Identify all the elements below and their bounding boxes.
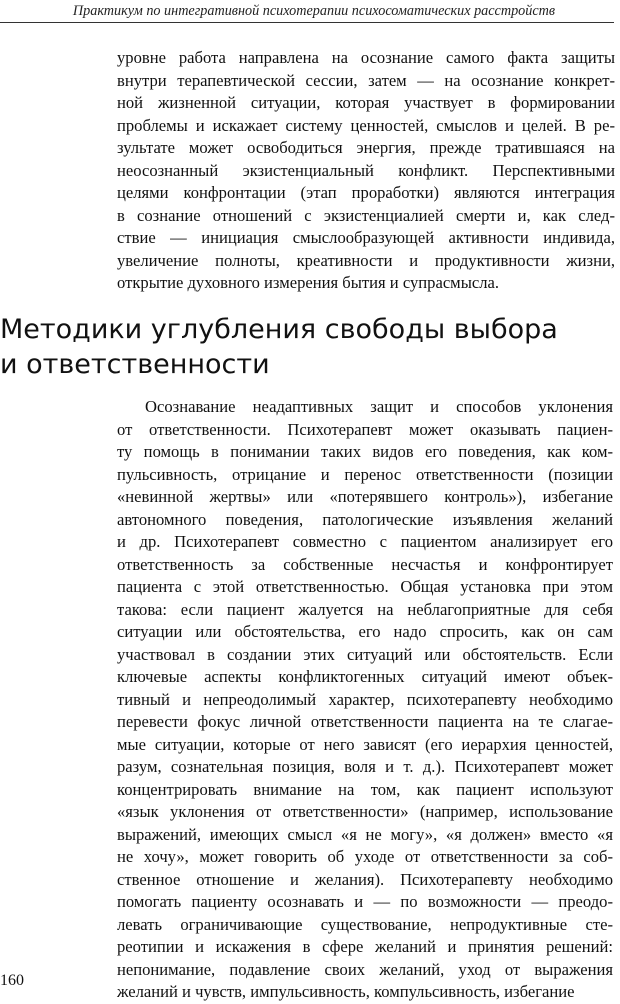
heading-line: и ответственности [0,349,270,380]
text-line: не хочу», может говорить об уходе от ответственности за соб- [117,847,613,866]
section-heading [0,312,600,382]
text-line: тивный и непреодолимый характер, психотерапевту необходимо [117,689,613,709]
text-line: пациента с этой ответственностью. Общая установка при этом [117,577,613,596]
text-line: такова: если пациент жалуется на неблагоприятные для себя [117,599,613,619]
text-line: автономного поведения, патологические изъявления желаний [117,509,613,529]
text-line: проблемы и искажает систему ценностей, смыслов и целей. В ре- [117,115,615,135]
text-line: мые ситуации, которые от него зависят (его иерархия ценностей, [117,734,613,754]
text-line: открытие духовного измерения бытия и супрасмысла. [117,273,499,292]
text-line: в сознание отношений с экзистенциалией смерти и, как след- [117,205,615,225]
heading-line: Методики углубления свободы выбора [0,314,558,345]
text-line: «невинной жертвы» или «потерявшего контроль»), избегание [117,487,613,506]
paragraph-1 [117,47,615,295]
text-line: участвовал в создании этих ситуаций или обстоятельств. Если [117,644,613,664]
text-line: от ответственности. Психотерапевт может оказывать пациен- [117,419,613,439]
text-line: разум, сознательная позиция, воля и т. д.). Психотерапевт может [117,757,613,776]
text-line: ственное отношение и желания). Психотерапевту необходимо [117,869,613,889]
text-line: реотипии и искажения в сфере желаний и принятия решений: [117,937,613,956]
text-line: неосознанный экзистенциальный конфликт. Перспективными [117,160,615,180]
text-line: увеличение полноты, креативности и продуктивности жизни, [117,250,615,270]
text-line: и др. Психотерапевт совместно с пациентом анализирует его [117,532,613,551]
text-line: концентрировать внимание на том, как пациент используют [117,779,613,799]
text-line: «язык уклонения от ответственности» (например, использование [117,802,613,821]
page-number: 160 [0,972,24,989]
running-head: Практикум по интегративной психотерапии психосоматических расстройств [72,3,556,19]
text-line: левать ограничивающие существование, непродуктивные сте- [117,914,613,934]
text-line: ответственность за собственные несчастья и конфронтирует [117,554,613,574]
text-line: ствие — инициация смыслообразующей активности индивида, [117,228,615,247]
text-line: пульсивность, отрицание и перенос ответственности (позиции [117,464,613,484]
text-line: Осознавание неадаптивных защит и способов уклонения [145,397,613,416]
text-line: внутри терапевтической сессии, затем — на осознание конкрет- [117,70,615,90]
text-line: зультате может освободиться энергия, прежде тратившаяся на [117,138,615,157]
text-line: перевести фокус личной ответственности пациента на те слагае- [117,712,613,731]
text-line: желаний и чувств, импульсивность, компульсивность, избегание [117,982,575,1001]
paragraph-2 [117,396,613,1004]
text-line: целями конфронтации (этап проработки) являются интеграция [117,183,615,202]
text-line: непонимание, подавление своих желаний, уход от выражения [117,959,613,979]
text-line: ной жизненной ситуации, которая участвует в формировании [117,93,615,112]
text-line: уровне работа направлена на осознание самого факта защиты [117,48,615,67]
text-line: выражений, имеющих смысл «я не могу», «я должен» вместо «я [117,824,613,844]
text-line: ключевые аспекты конфликтогенных ситуаций имеют объек- [117,667,613,686]
text-line: помогать пациенту осознавать и — по возможности — преодо- [117,892,613,911]
text-line: ситуации или обстоятельства, его надо спросить, как он сам [117,622,613,641]
header-rule [0,22,614,23]
text-line: ту помощь в понимании таких видов его поведения, как ком- [117,442,613,461]
